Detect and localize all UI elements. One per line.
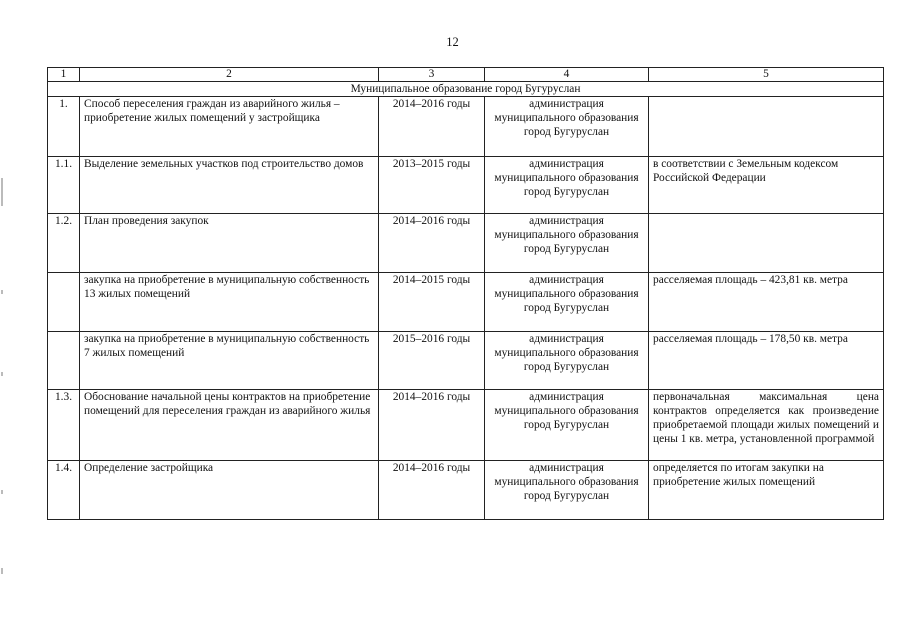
header-col-4: 4 bbox=[485, 68, 649, 82]
header-col-3: 3 bbox=[379, 68, 485, 82]
table-row bbox=[48, 214, 884, 273]
measure-name: Выделение земельных участков под строительство домов bbox=[80, 157, 379, 214]
table-row bbox=[48, 97, 884, 157]
row-number bbox=[48, 273, 80, 332]
scan-mark bbox=[1, 178, 3, 206]
row-number: 1. bbox=[48, 97, 80, 157]
page-number: 12 bbox=[446, 35, 459, 49]
scan-mark bbox=[1, 290, 3, 294]
header-col-5: 5 bbox=[649, 68, 884, 82]
scan-mark bbox=[1, 372, 3, 376]
header-row bbox=[48, 68, 884, 82]
responsible: администрация муниципального образования город Бугуруслан bbox=[485, 390, 649, 461]
period: 2014–2016 годы bbox=[379, 214, 485, 273]
responsible: администрация муниципального образования город Бугуруслан bbox=[485, 332, 649, 390]
measure-name: Обоснование начальной цены контрактов на приобретение помещений для переселения граждан из аварийного жилья bbox=[80, 390, 379, 461]
period: 2013–2015 годы bbox=[379, 157, 485, 214]
table-row bbox=[48, 390, 884, 461]
note bbox=[649, 97, 884, 157]
row-number: 1.4. bbox=[48, 461, 80, 520]
row-number bbox=[48, 332, 80, 390]
note: первоначальная максимальная цена контрактов определяется как произведение приобретаемой площади жилых помещений и цены 1 кв. метра, установленной программой bbox=[649, 390, 884, 461]
period: 2014–2016 годы bbox=[379, 97, 485, 157]
measure-name: закупка на приобретение в муниципальную собственность 7 жилых помещений bbox=[80, 332, 379, 390]
responsible: администрация муниципального образования город Бугуруслан bbox=[485, 97, 649, 157]
measure-name: План проведения закупок bbox=[80, 214, 379, 273]
measure-name: закупка на приобретение в муниципальную собственность 13 жилых помещений bbox=[80, 273, 379, 332]
note: определяется по итогам закупки на приобретение жилых помещений bbox=[649, 461, 884, 520]
measure-name: Способ переселения граждан из аварийного жилья – приобретение жилых помещений у застройщика bbox=[80, 97, 379, 157]
responsible: администрация муниципального образования город Бугуруслан bbox=[485, 273, 649, 332]
period: 2015–2016 годы bbox=[379, 332, 485, 390]
note: расселяемая площадь – 423,81 кв. метра bbox=[649, 273, 884, 332]
responsible: администрация муниципального образования город Бугуруслан bbox=[485, 157, 649, 214]
table-row bbox=[48, 461, 884, 520]
table-row bbox=[48, 157, 884, 214]
table-row bbox=[48, 273, 884, 332]
responsible: администрация муниципального образования город Бугуруслан bbox=[485, 214, 649, 273]
period: 2014–2016 годы bbox=[379, 461, 485, 520]
row-number: 1.2. bbox=[48, 214, 80, 273]
note: в соответствии с Земельным кодексом Российской Федерации bbox=[649, 157, 884, 214]
scan-mark bbox=[1, 568, 3, 574]
note: расселяемая площадь – 178,50 кв. метра bbox=[649, 332, 884, 390]
header-col-1: 1 bbox=[48, 68, 80, 82]
row-number: 1.1. bbox=[48, 157, 80, 214]
program-table bbox=[47, 67, 884, 520]
section-title: Муниципальное образование город Бугуруслан bbox=[48, 82, 884, 97]
measure-name: Определение застройщика bbox=[80, 461, 379, 520]
period: 2014–2016 годы bbox=[379, 390, 485, 461]
note bbox=[649, 214, 884, 273]
section-row bbox=[48, 82, 884, 97]
scan-mark bbox=[1, 490, 3, 494]
row-number: 1.3. bbox=[48, 390, 80, 461]
period: 2014–2015 годы bbox=[379, 273, 485, 332]
table-row bbox=[48, 332, 884, 390]
responsible: администрация муниципального образования город Бугуруслан bbox=[485, 461, 649, 520]
header-col-2: 2 bbox=[80, 68, 379, 82]
